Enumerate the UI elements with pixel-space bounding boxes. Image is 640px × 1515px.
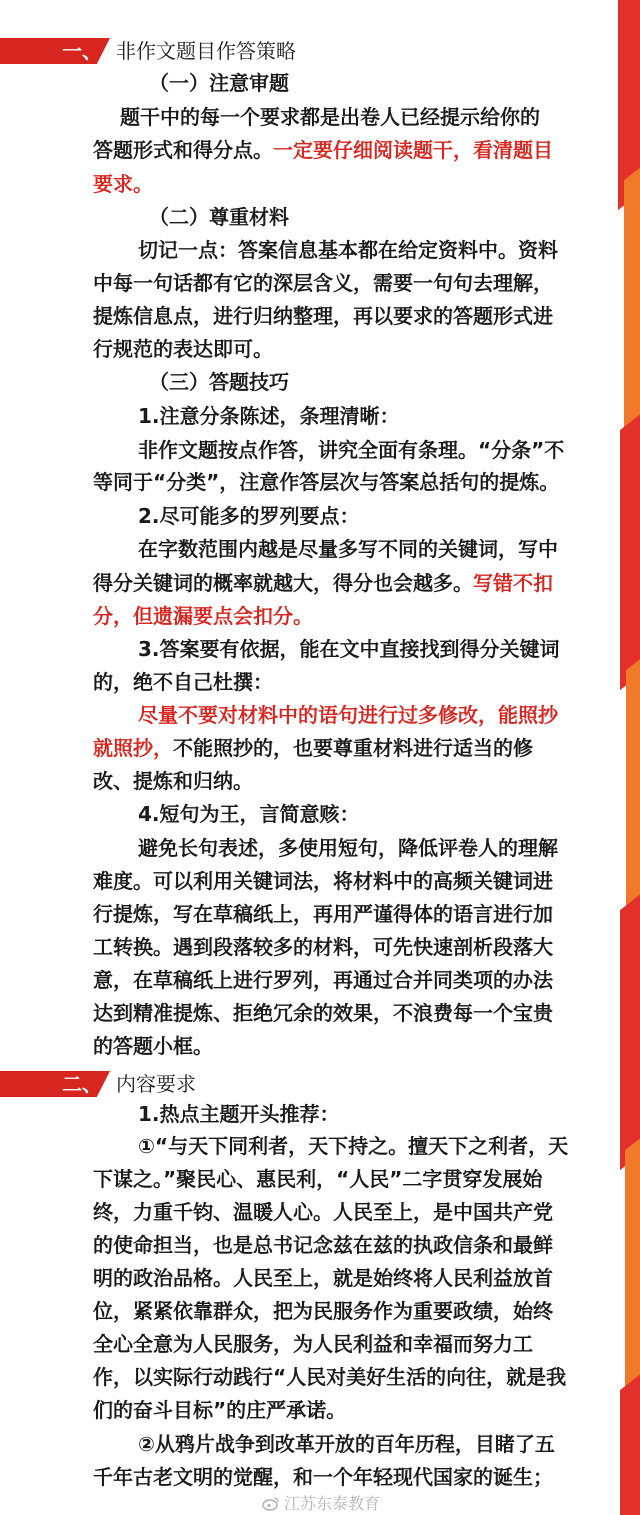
text-segment: ①“与天下同利者，天下持之。擅天下之利者，天 (138, 1134, 569, 1158)
text-line (93, 665, 273, 699)
section-1-header (0, 38, 640, 64)
text-segment: 不能照抄的，也要尊重材料进行适当的修 (173, 736, 533, 760)
text-line (93, 167, 153, 201)
text-segment: 在字数范围内越是尽量多写不同的关键词，写中 (138, 537, 558, 561)
highlight-text: 尽量不要对材料中的语句进行过多修改，能照抄 (138, 703, 558, 727)
watermark (262, 1491, 380, 1514)
text-line (149, 200, 289, 234)
text-segment: 难度。可以利用关键词法，将材料中的高频关键词进 (93, 869, 553, 893)
text-segment: 明的政治品格。人民至上，就是始终将人民利益放首 (93, 1266, 553, 1290)
text-segment: 提炼信息点，进行归纳整理，再以要求的答题形式进 (93, 304, 553, 328)
text-line (138, 831, 558, 865)
section-2-number: 二、 (62, 1072, 102, 1096)
section-2-title: 内容要求 (116, 1072, 196, 1096)
text-line (93, 1162, 542, 1196)
text-segment: 题干中的每一个要求都是出卷人已经提示给你的 (120, 105, 540, 129)
text-segment: 工转换。遇到段落较多的材料，可先快速剖析段落大 (93, 935, 553, 959)
text-line (93, 930, 553, 964)
text-segment: 的，绝不自己杜撰： (93, 670, 273, 694)
highlight-text: 分，但遗漏要点会扣分。 (93, 604, 313, 628)
weibo-icon (262, 1496, 280, 1510)
text-line (138, 433, 564, 467)
highlight-text: 就照抄， (93, 736, 173, 760)
text-line (138, 1427, 555, 1461)
text-segment: 位，紧紧依靠群众，把为民服务作为重要政绩，始终 (93, 1299, 553, 1323)
text-segment: 4.短句为王，言简意赅： (138, 802, 360, 826)
text-line (138, 698, 558, 732)
text-line (93, 764, 253, 798)
text-line (93, 1029, 213, 1063)
text-segment: 等同于“分类”，注意作答层次与答案总括句的提炼。 (93, 470, 560, 494)
text-segment: 非作文题按点作答，讲究全面有条理。“分条”不 (138, 438, 565, 462)
text-segment: ②从鸦片战争到改革开放的百年历程，目睹了五 (138, 1432, 555, 1456)
text-segment: 中每一句话都有它的深层含义，需要一句句去理解， (93, 271, 553, 295)
edge-decoration (610, 0, 640, 1515)
text-line (149, 66, 289, 100)
text-line (93, 599, 313, 633)
text-line (93, 1360, 566, 1394)
highlight-text: 一定要仔细阅读题干，看清题目 (273, 138, 553, 162)
text-line (93, 864, 553, 898)
text-line (149, 365, 289, 399)
text-line (93, 897, 553, 931)
text-line (93, 963, 553, 997)
text-segment: 作，以实际行动践行“人民对美好生活的向往，就是我 (93, 1365, 567, 1389)
text-segment: 的答题小框。 (93, 1034, 213, 1058)
text-segment: 终，力重千钧、温暖人心。人民至上，是中国共产党 (93, 1200, 553, 1224)
text-segment: 改、提炼和归纳。 (93, 769, 253, 793)
text-line (93, 299, 553, 333)
text-segment: （二）尊重材料 (149, 205, 289, 229)
highlight-text: 写错不扣 (473, 571, 553, 595)
text-segment: 的使命担当，也是总书记念兹在兹的执政信条和最鲜 (93, 1233, 553, 1257)
text-segment: 下谋之。”聚民心、惠民利，“人民”二字贯穿发展始 (93, 1167, 543, 1191)
text-segment: 千年古老文明的觉醒，和一个年轻现代国家的诞生； (93, 1465, 553, 1489)
text-line (93, 1195, 553, 1229)
text-line (120, 100, 540, 134)
text-line (93, 1327, 533, 1361)
text-segment: 避免长句表述，多使用短句，降低评卷人的理解 (138, 836, 558, 860)
text-line (138, 233, 558, 267)
text-line (93, 1228, 553, 1262)
text-line (138, 1097, 340, 1131)
text-line (93, 465, 559, 499)
text-line (93, 566, 553, 600)
text-line (93, 266, 553, 300)
text-segment: 行规范的表达即可。 (93, 337, 273, 361)
watermark-text: 江苏东泰教育 (284, 1494, 381, 1513)
text-segment: 2.尽可能多的罗列要点： (138, 504, 360, 528)
text-segment: 得分关键词的概率就越大，得分也会越多。 (93, 571, 473, 595)
text-line (138, 399, 400, 433)
text-segment: 行提炼，写在草稿纸上，再用严谨得体的语言进行加 (93, 902, 553, 926)
highlight-text: 要求。 (93, 172, 153, 196)
section-1-title: 非作文题目作答策略 (116, 39, 296, 63)
text-line (93, 731, 533, 765)
text-line (138, 499, 360, 533)
text-segment: 切记一点：答案信息基本都在给定资料中。资料 (138, 238, 558, 262)
text-line (138, 797, 360, 831)
text-segment: （一）注意审题 (149, 71, 289, 95)
text-line (93, 996, 553, 1030)
text-segment: （三）答题技巧 (149, 370, 289, 394)
text-segment: 全心全意为人民服务，为人民利益和幸福而努力工 (93, 1332, 533, 1356)
text-segment: 答题形式和得分点。 (93, 138, 273, 162)
text-segment: 意，在草稿纸上进行罗列，再通过合并同类项的办法 (93, 968, 553, 992)
text-line (93, 133, 553, 167)
text-line (93, 332, 273, 366)
text-line (138, 532, 558, 566)
text-line (138, 632, 560, 666)
text-line (93, 1261, 553, 1295)
text-segment: 1.注意分条陈述，条理清晰： (138, 404, 400, 428)
text-segment: 3.答案要有依据，能在文中直接找到得分关键词 (138, 637, 560, 661)
text-line (93, 1294, 553, 1328)
text-line (93, 1460, 553, 1494)
text-line (93, 1393, 346, 1427)
section-2-header (0, 1071, 640, 1097)
section-1-number: 一、 (62, 39, 102, 63)
text-line (138, 1129, 568, 1163)
text-segment: 们的奋斗目标”的庄严承诺。 (93, 1398, 347, 1422)
text-segment: 1.热点主题开头推荐： (138, 1102, 340, 1126)
text-segment: 达到精准提炼、拒绝冗余的效果，不浪费每一个宝贵 (93, 1001, 553, 1025)
